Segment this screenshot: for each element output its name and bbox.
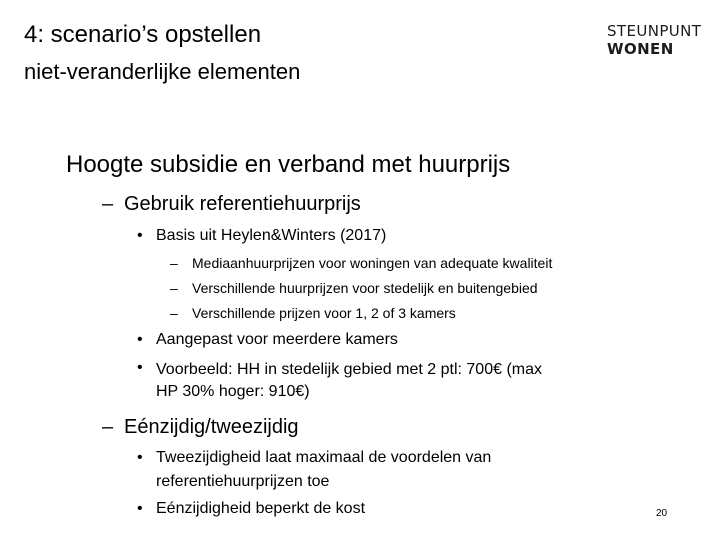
bullet-marker: • — [137, 331, 143, 348]
logo-line-2: WONEN — [607, 40, 674, 58]
bullet-marker: • — [137, 359, 143, 376]
logo-line-1: STEUNPUNT — [607, 22, 702, 40]
dash-marker: – — [170, 280, 178, 296]
sub-bullet-text: Mediaanhuurprijzen voor woningen van adequate kwaliteit — [192, 255, 553, 271]
section-label: Gebruik referentiehuurprijs — [124, 193, 361, 215]
bullet-item — [137, 500, 365, 518]
bullet-marker: • — [137, 500, 143, 517]
sub-bullet-text: Verschillende huurprijzen voor stedelijk en buitengebied — [192, 280, 538, 296]
bullet-item — [137, 331, 398, 349]
bullet-marker: • — [137, 449, 143, 466]
bullet-text: Aangepast voor meerdere kamers — [156, 331, 398, 348]
sub-bullet-item — [170, 280, 538, 296]
bullet-item — [137, 449, 491, 467]
title-line-2: niet-veranderlijke elementen — [24, 59, 301, 84]
main-heading: Hoogte subsidie en verband met huurprijs — [66, 151, 511, 178]
bullet-text: Eénzijdigheid beperkt de kost — [156, 500, 366, 517]
sub-bullet-item — [170, 305, 456, 321]
bullet-item — [137, 227, 386, 245]
bullet-text-line-1: Voorbeeld: HH in stedelijk gebied met 2 ptl: 700€ (max — [156, 361, 542, 378]
bullet-text-line-1: Tweezijdigheid laat maximaal de voordelen van — [156, 449, 492, 466]
bullet-marker: • — [137, 227, 143, 244]
dash-marker: – — [102, 193, 114, 215]
bullet-continuation — [137, 473, 329, 491]
section-label: Eénzijdig/tweezijdig — [124, 416, 299, 438]
section-1 — [102, 193, 361, 216]
page-number: 20 — [656, 508, 668, 519]
section-2 — [102, 416, 299, 439]
dash-marker: – — [170, 305, 178, 321]
bullet-text-line-2: referentiehuurprijzen toe — [156, 473, 330, 490]
sub-bullet-item — [170, 255, 552, 271]
dash-marker: – — [170, 255, 178, 271]
dash-marker: – — [102, 416, 114, 438]
bullet-continuation — [137, 383, 310, 401]
sub-bullet-text: Verschillende prijzen voor 1, 2 of 3 kamers — [192, 305, 456, 321]
bullet-text-line-2: HP 30% hoger: 910€) — [156, 383, 310, 400]
bullet-item — [137, 359, 542, 381]
title-line-1: 4: scenario’s opstellen — [24, 21, 262, 48]
bullet-text: Basis uit Heylen&Winters (2017) — [156, 227, 387, 244]
